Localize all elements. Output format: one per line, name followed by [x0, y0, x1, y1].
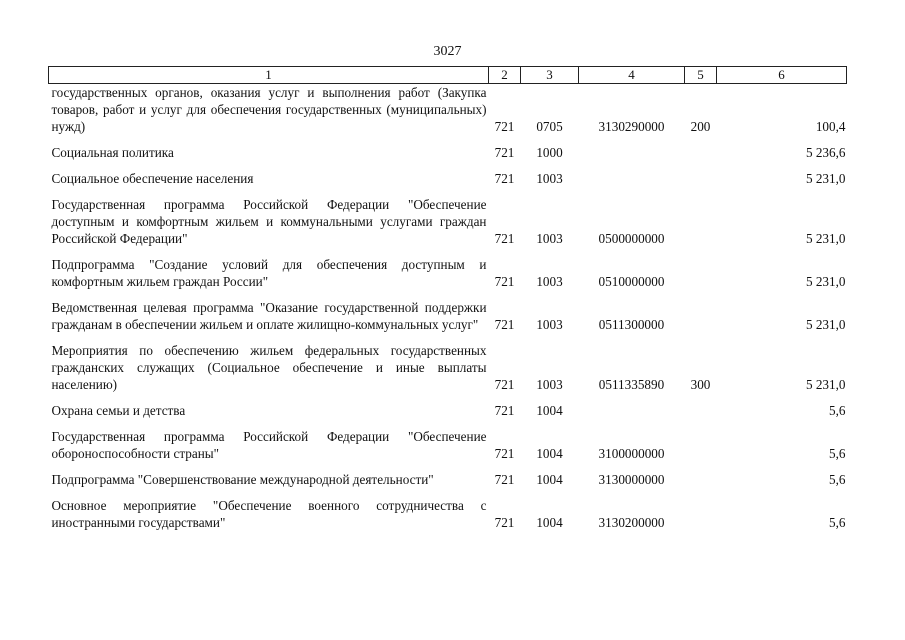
row-amount: 5 231,0 [805, 171, 846, 186]
row-expense-type [685, 462, 717, 488]
row-target-code: 0511300000 [598, 317, 665, 332]
header-col-5: 5 [685, 67, 717, 84]
row-expense-type [685, 187, 717, 247]
row-ministry-code: 721 [494, 377, 515, 392]
table-row [49, 290, 847, 333]
row-target-code: 3130290000 [598, 119, 665, 134]
row-expense-type [685, 488, 717, 531]
row-ministry-code: 721 [494, 145, 515, 160]
row-target-code [579, 161, 685, 187]
row-ministry-code: 721 [494, 119, 515, 134]
table-row [49, 488, 847, 531]
header-col-4: 4 [579, 67, 685, 84]
row-amount: 5,6 [829, 403, 846, 418]
row-name-cell: Подпрограмма "Создание условий для обеспечения доступным и комфортным жильем граждан России" [51, 257, 487, 289]
header-col-6: 6 [717, 67, 847, 84]
row-section-code: 1004 [536, 403, 563, 418]
table-row [49, 135, 847, 161]
row-ministry-code: 721 [494, 515, 515, 530]
row-section-code: 1000 [536, 145, 563, 160]
row-amount: 5 236,6 [805, 145, 846, 160]
row-name-cell: Охрана семьи и детства [51, 403, 186, 418]
row-name-cell: Мероприятия по обеспечению жильем федеральных государственных гражданских служащих (Социальное обеспечение и иные выплаты населению) [51, 343, 487, 392]
row-ministry-code: 721 [494, 171, 515, 186]
row-section-code: 0705 [536, 119, 563, 134]
row-section-code: 1004 [536, 515, 563, 530]
row-name-cell: Государственная программа Российской Федерации "Обеспечение обороноспособности страны" [51, 429, 487, 461]
row-ministry-code: 721 [494, 446, 515, 461]
header-col-1: 1 [49, 67, 489, 84]
row-expense-type [685, 290, 717, 333]
table-row [49, 84, 847, 136]
row-name-cell: государственных органов, оказания услуг и выполнения работ (Закупка товаров, работ и услуг для обеспечения государственных (муниципальных) нужд) [51, 85, 487, 134]
row-target-code: 3100000000 [598, 446, 665, 461]
row-ministry-code: 721 [494, 317, 515, 332]
row-target-code: 0511335890 [598, 377, 665, 392]
row-target-code: 3130000000 [598, 472, 665, 487]
row-ministry-code: 721 [494, 231, 515, 246]
table-row [49, 333, 847, 393]
row-name-cell: Государственная программа Российской Федерации "Обеспечение доступным и комфортным жильем и коммунальными услугами граждан Российской Федерации" [51, 197, 487, 246]
row-amount: 100,4 [815, 119, 846, 134]
row-amount: 5,6 [829, 446, 846, 461]
row-expense-type: 200 [690, 119, 711, 134]
row-ministry-code: 721 [494, 472, 515, 487]
table-row [49, 419, 847, 462]
row-section-code: 1003 [536, 231, 563, 246]
row-target-code [579, 135, 685, 161]
row-ministry-code: 721 [494, 274, 515, 289]
row-target-code: 3130200000 [598, 515, 665, 530]
table-row [49, 247, 847, 290]
row-name-cell: Основное мероприятие "Обеспечение военного сотрудничества с иностранными государствами" [51, 498, 487, 530]
row-target-code [579, 393, 685, 419]
header-col-2: 2 [489, 67, 521, 84]
row-section-code: 1003 [536, 317, 563, 332]
row-section-code: 1003 [536, 377, 563, 392]
row-target-code: 0510000000 [598, 274, 665, 289]
table-row [49, 187, 847, 247]
row-name-cell: Ведомственная целевая программа "Оказание государственной поддержки гражданам в обеспечении жильем и оплате жилищно-коммунальных услуг" [51, 300, 487, 332]
row-amount: 5 231,0 [805, 274, 846, 289]
page-number: 3027 [433, 44, 462, 59]
row-name-cell: Социальное обеспечение населения [51, 171, 254, 186]
row-expense-type: 300 [690, 377, 711, 392]
row-amount: 5 231,0 [805, 317, 846, 332]
budget-table [48, 66, 847, 531]
row-expense-type [685, 419, 717, 462]
header-col-3: 3 [521, 67, 579, 84]
row-section-code: 1003 [536, 171, 563, 186]
row-expense-type [685, 393, 717, 419]
table-row [49, 393, 847, 419]
row-section-code: 1003 [536, 274, 563, 289]
column-number-header [49, 67, 847, 84]
row-section-code: 1004 [536, 446, 563, 461]
row-amount: 5,6 [829, 472, 846, 487]
row-ministry-code: 721 [494, 403, 515, 418]
table-row [49, 462, 847, 488]
row-amount: 5 231,0 [805, 231, 846, 246]
table-row [49, 161, 847, 187]
row-target-code: 0500000000 [598, 231, 665, 246]
row-expense-type [685, 161, 717, 187]
table-body [49, 84, 847, 532]
row-expense-type [685, 135, 717, 161]
row-name-cell: Социальная политика [51, 145, 174, 160]
row-section-code: 1004 [536, 472, 563, 487]
row-name-cell: Подпрограмма "Совершенствование международной деятельности" [51, 472, 434, 487]
row-amount: 5,6 [829, 515, 846, 530]
row-expense-type [685, 247, 717, 290]
row-amount: 5 231,0 [805, 377, 846, 392]
